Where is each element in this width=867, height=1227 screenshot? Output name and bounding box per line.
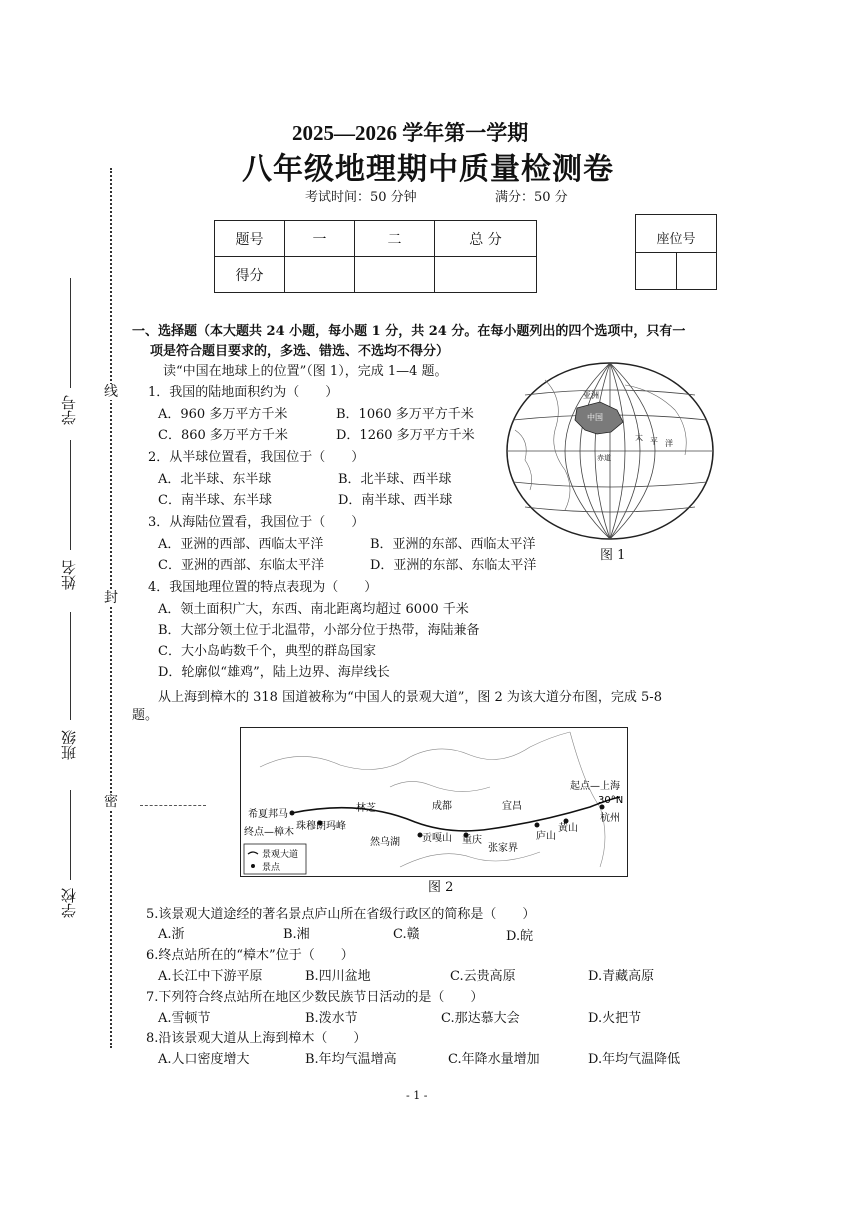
seat-number-box bbox=[635, 214, 717, 290]
score-header-cell: 总 分 bbox=[435, 221, 537, 257]
fig2-legend-route: 景观大道 bbox=[262, 850, 299, 860]
q5-option-d: D.皖 bbox=[506, 929, 534, 944]
class-line bbox=[70, 612, 71, 720]
exam-time: 考试时间：50 分钟 bbox=[305, 190, 417, 205]
score-input-cell[interactable] bbox=[435, 257, 537, 293]
q4-option-d: D．轮廓似“雄鸡”，陆上边界、海岸线长 bbox=[158, 665, 390, 680]
figure1-caption: 图 1 bbox=[600, 548, 626, 563]
question-6: 6.终点站所在的“樟木”位于（ ） bbox=[146, 948, 354, 963]
label-class: 班级 bbox=[60, 730, 78, 760]
fig2-place-everest: 珠穆朗玛峰 bbox=[296, 821, 346, 832]
page-number: - 1 - bbox=[406, 1089, 428, 1102]
q4-option-b: B．大部分领土位于北温带，小部分位于热带，海陆兼备 bbox=[158, 623, 480, 638]
q2-option-b: B．北半球、西半球 bbox=[338, 472, 452, 487]
q6-option-b: B.四川盆地 bbox=[305, 969, 371, 984]
q2-option-a: A．北半球、东半球 bbox=[158, 472, 272, 487]
intro2-line2: 题。 bbox=[132, 708, 159, 723]
question-7: 7.下列符合终点站所在地区少数民族节日活动的是（ ） bbox=[146, 990, 484, 1005]
q4-option-a: A．领土面积广大，东西、南北距离均超过 6000 千米 bbox=[158, 602, 469, 617]
question-5: 5.该景观大道途经的著名景点庐山所在省级行政区的简称是（ ） bbox=[146, 907, 536, 922]
figure2-caption: 图 2 bbox=[428, 880, 454, 895]
q4-option-c: C．大小岛屿数千个，典型的群岛国家 bbox=[158, 644, 376, 659]
full-score: 满分：50 分 bbox=[495, 190, 568, 205]
fig1-label-tai: 太 bbox=[635, 433, 643, 442]
section1-heading: 一、选择题（本大题共 24 小题，每小题 1 分，共 24 分。在每小题列出的四个选项中，只有一 bbox=[132, 324, 686, 339]
score-input-cell[interactable] bbox=[355, 257, 435, 293]
score-header-cell: 题号 bbox=[215, 221, 285, 257]
question-1: 1．我国的陆地面积约为（ ） bbox=[148, 385, 339, 400]
q8-option-b: B.年均气温增高 bbox=[305, 1052, 397, 1067]
fig1-label-china: 中国 bbox=[587, 413, 603, 422]
question-8: 8.沿该景观大道从上海到樟木（ ） bbox=[146, 1031, 367, 1046]
score-row-label: 得分 bbox=[215, 257, 285, 293]
score-table bbox=[214, 220, 537, 293]
q5-option-c: C.赣 bbox=[393, 927, 420, 942]
label-school: 学校 bbox=[60, 888, 78, 918]
fig2-place-hangzhou: 杭州 bbox=[600, 813, 620, 824]
question-2: 2．从半球位置看，我国位于（ ） bbox=[148, 450, 365, 465]
q7-option-d: D.火把节 bbox=[588, 1011, 642, 1026]
q2-option-c: C．南半球、东半球 bbox=[158, 493, 272, 508]
q7-option-b: B.泼水节 bbox=[305, 1011, 358, 1026]
q8-option-d: D.年均气温降低 bbox=[588, 1052, 681, 1067]
fig2-lat: 30°N bbox=[598, 795, 624, 806]
fig2-place-chengdu: 成都 bbox=[432, 801, 452, 812]
label-name: 姓名 bbox=[60, 560, 78, 590]
fig2-place-shanghai: 起点—上海 bbox=[570, 781, 620, 792]
q8-option-c: C.年降水量增加 bbox=[448, 1052, 540, 1067]
section1-heading-cont: 项是符合题目要求的，多选、错选、不选均不得分） bbox=[150, 344, 450, 359]
q6-option-d: D.青藏高原 bbox=[588, 969, 655, 984]
q6-option-a: A.长江中下游平原 bbox=[158, 969, 263, 984]
q1-option-b: B．1060 多万平方千米 bbox=[336, 407, 474, 422]
fig2-place-xixiabangma: 希夏邦马 bbox=[248, 809, 288, 820]
fig2-place-zhangmu: 终点—樟木 bbox=[244, 827, 294, 838]
binding-dash bbox=[140, 805, 206, 806]
exam-title: 八年级地理期中质量检测卷 bbox=[242, 152, 614, 187]
student-id-line bbox=[70, 278, 71, 388]
q3-option-a: A．亚洲的西部、西临太平洋 bbox=[158, 537, 324, 552]
figure1-globe-map bbox=[505, 360, 715, 542]
school-line bbox=[70, 790, 71, 880]
fig2-place-ranwu: 然乌湖 bbox=[370, 837, 400, 848]
q7-option-c: C.那达慕大会 bbox=[441, 1011, 520, 1026]
q6-option-c: C.云贵高原 bbox=[450, 969, 516, 984]
fig2-place-zhangjiajie: 张家界 bbox=[488, 843, 518, 854]
question-4: 4．我国地理位置的特点表现为（ ） bbox=[148, 580, 378, 595]
figure2-route-map bbox=[240, 727, 628, 877]
binding-dotted-line bbox=[110, 168, 112, 1048]
q3-option-c: C．亚洲的西部、东临太平洋 bbox=[158, 558, 324, 573]
fig2-place-linzhi: 林芝 bbox=[356, 803, 376, 814]
exam-year-title: 2025—2026 学年第一学期 bbox=[292, 121, 529, 145]
binding-word-mi: 密 bbox=[104, 794, 118, 810]
section1-intro: 读“中国在地球上的位置”（图 1），完成 1—4 题。 bbox=[163, 364, 448, 379]
label-student-id: 学号 bbox=[60, 395, 78, 425]
question-3: 3．从海陆位置看，我国位于（ ） bbox=[148, 515, 365, 530]
seat-divider bbox=[676, 253, 677, 290]
q5-option-a: A.浙 bbox=[158, 927, 185, 942]
q1-option-a: A．960 多万平方千米 bbox=[158, 407, 288, 422]
q7-option-a: A.雪顿节 bbox=[158, 1011, 211, 1026]
intro2-line1: 从上海到樟木的 318 国道被称为“中国人的景观大道”，图 2 为该大道分布图，完成 5-8 bbox=[158, 690, 662, 705]
fig2-place-gongga: 贡嘎山 bbox=[422, 833, 452, 844]
fig1-label-asia: 亚洲 bbox=[583, 391, 599, 400]
name-line bbox=[70, 440, 71, 550]
q8-option-a: A.人口密度增大 bbox=[158, 1052, 250, 1067]
binding-word-feng: 封 bbox=[104, 590, 118, 606]
fig2-place-chongqing: 重庆 bbox=[462, 835, 482, 846]
q1-option-c: C．860 多万平方千米 bbox=[158, 428, 288, 443]
binding-word-xian: 线 bbox=[104, 384, 118, 400]
fig2-place-lushan: 庐山 bbox=[536, 831, 556, 842]
fig1-label-yang: 洋 bbox=[665, 439, 673, 448]
q3-option-d: D．亚洲的东部、东临太平洋 bbox=[370, 558, 537, 573]
seat-label: 座位号 bbox=[636, 215, 716, 253]
score-header-cell: 二 bbox=[355, 221, 435, 257]
q1-option-d: D．1260 多万平方千米 bbox=[336, 428, 475, 443]
fig1-label-ping: 平 bbox=[650, 437, 658, 446]
fig2-place-yichang: 宜昌 bbox=[502, 801, 522, 812]
score-input-cell[interactable] bbox=[285, 257, 355, 293]
fig2-place-huangshan: 黄山 bbox=[558, 823, 578, 834]
score-header-cell: 一 bbox=[285, 221, 355, 257]
fig2-legend-spot: 景点 bbox=[262, 863, 281, 873]
fig1-label-equator: 赤道 bbox=[597, 454, 611, 462]
q2-option-d: D．南半球、西半球 bbox=[338, 493, 453, 508]
q3-option-b: B．亚洲的东部、西临太平洋 bbox=[370, 537, 536, 552]
q5-option-b: B.湘 bbox=[283, 927, 310, 942]
